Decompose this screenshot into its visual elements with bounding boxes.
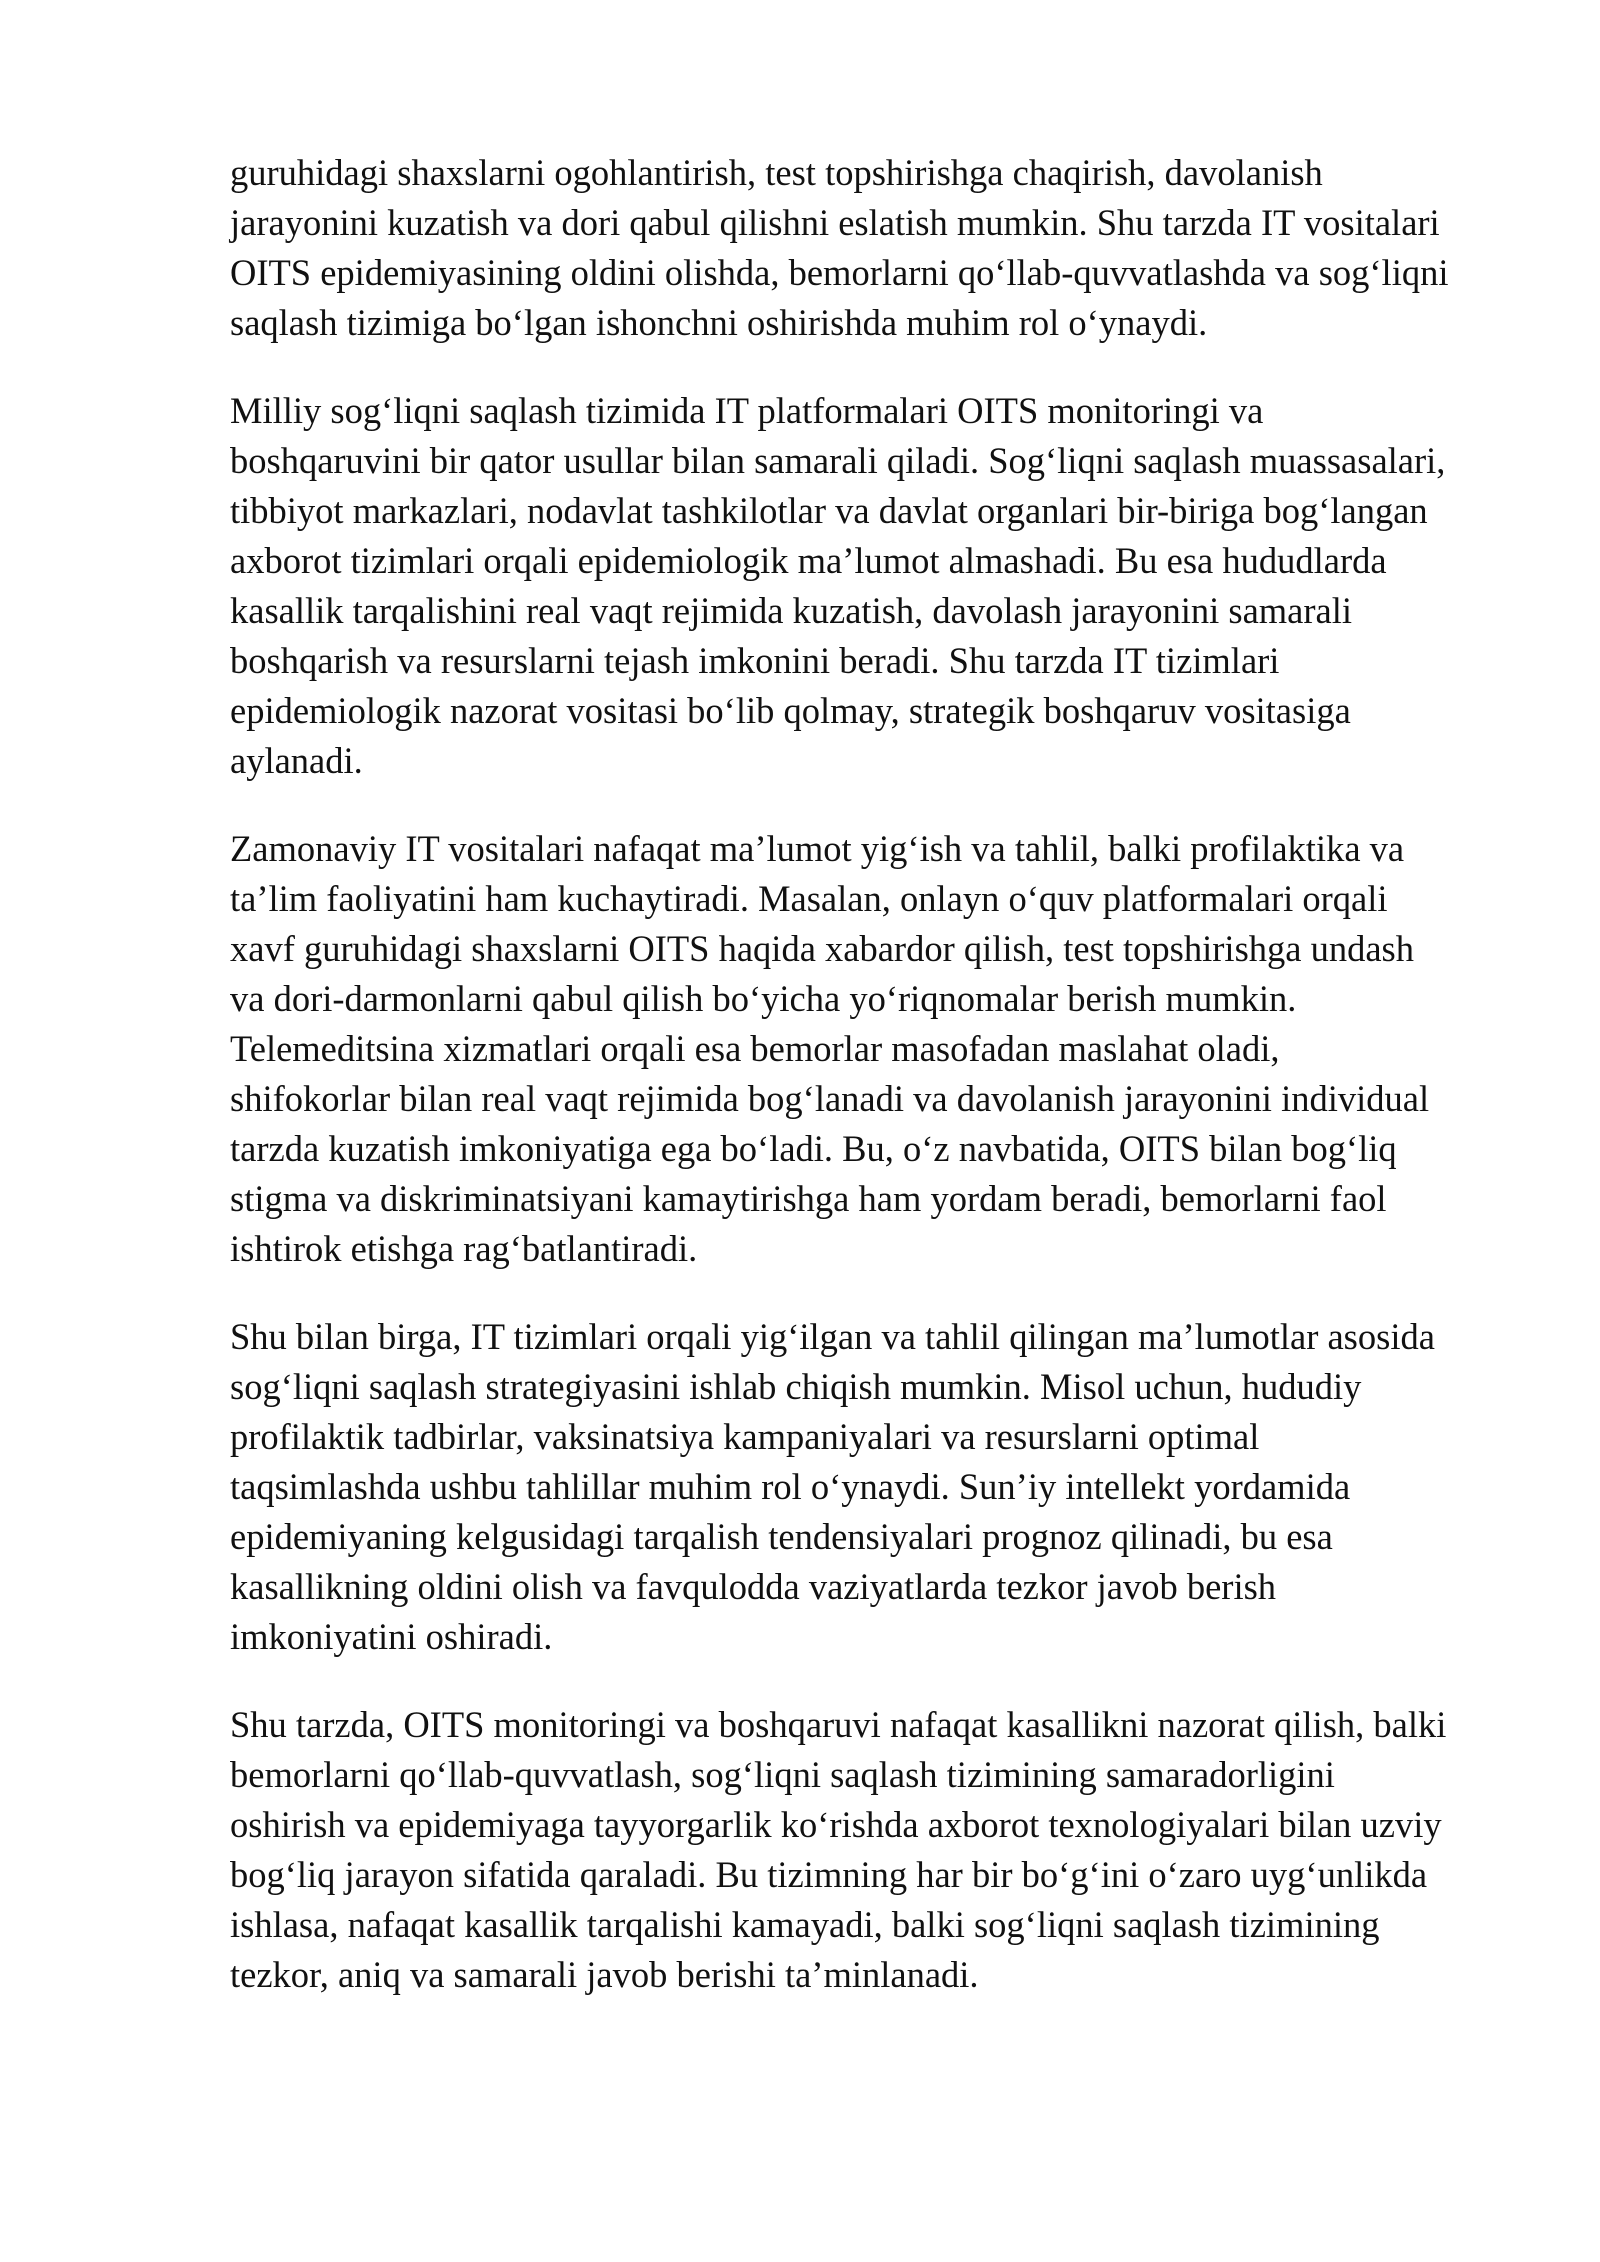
document-body: [230, 148, 1510, 2038]
text-line: Zamonaviy IT vositalari nafaqat ma’lumot yig‘ish va tahlil, balki profilaktika va: [230, 828, 1405, 869]
text-line: aylanadi.: [230, 740, 363, 781]
text-line: Milliy sog‘liqni saqlash tizimida IT platformalari OITS monitoringi va: [230, 390, 1264, 431]
paragraph-1: [230, 148, 1510, 348]
text-line: tibbiyot markazlari, nodavlat tashkilotlar va davlat organlari bir-biriga bog‘langan: [230, 490, 1428, 531]
text-line: guruhidagi shaxslarni ogohlantirish, test topshirishga chaqirish, davolanish: [230, 152, 1323, 193]
paragraph-3: [230, 824, 1510, 1274]
text-line: oshirish va epidemiyaga tayyorgarlik ko‘rishda axborot texnologiyalari bilan uzviy: [230, 1804, 1442, 1845]
text-line: stigma va diskriminatsiyani kamaytirishga ham yordam beradi, bemorlarni faol: [230, 1178, 1387, 1219]
text-line: sog‘liqni saqlash strategiyasini ishlab chiqish mumkin. Misol uchun, hududiy: [230, 1366, 1362, 1407]
text-line: Telemeditsina xizmatlari orqali esa bemorlar masofadan maslahat oladi,: [230, 1028, 1280, 1069]
text-line: va dori-darmonlarni qabul qilish bo‘yicha yo‘riqnomalar berish mumkin.: [230, 978, 1297, 1019]
text-line: kasallikning oldini olish va favqulodda vaziyatlarda tezkor javob berish: [230, 1566, 1277, 1607]
text-line: taqsimlashda ushbu tahlillar muhim rol o‘ynaydi. Sun’iy intellekt yordamida: [230, 1466, 1351, 1507]
text-line: ishlasa, nafaqat kasallik tarqalishi kamayadi, balki sog‘liqni saqlash tizimining: [230, 1904, 1380, 1945]
text-line: profilaktik tadbirlar, vaksinatsiya kampaniyalari va resurslarni optimal: [230, 1416, 1260, 1457]
paragraph-5: [230, 1700, 1510, 2000]
text-line: epidemiologik nazorat vositasi bo‘lib qolmay, strategik boshqaruv vositasiga: [230, 690, 1351, 731]
text-line: shifokorlar bilan real vaqt rejimida bog‘lanadi va davolanish jarayonini individual: [230, 1078, 1430, 1119]
text-line: jarayonini kuzatish va dori qabul qilishni eslatish mumkin. Shu tarzda IT vositalari: [230, 202, 1440, 243]
text-line: ishtirok etishga rag‘batlantiradi.: [230, 1228, 698, 1269]
text-line: Shu tarzda, OITS monitoringi va boshqaruvi nafaqat kasallikni nazorat qilish, balki: [230, 1704, 1447, 1745]
text-line: boshqarish va resurslarni tejash imkonini beradi. Shu tarzda IT tizimlari: [230, 640, 1280, 681]
text-line: OITS epidemiyasining oldini olishda, bemorlarni qo‘llab-quvvatlashda va sog‘liqni: [230, 252, 1449, 293]
text-line: ta’lim faoliyatini ham kuchaytiradi. Masalan, onlayn o‘quv platformalari orqali: [230, 878, 1388, 919]
text-line: Shu bilan birga, IT tizimlari orqali yig‘ilgan va tahlil qilingan ma’lumotlar asosida: [230, 1316, 1435, 1357]
text-line: xavf guruhidagi shaxslarni OITS haqida xabardor qilish, test topshirishga undash: [230, 928, 1415, 969]
text-line: axborot tizimlari orqali epidemiologik ma’lumot almashadi. Bu esa hududlarda: [230, 540, 1387, 581]
text-line: bog‘liq jarayon sifatida qaraladi. Bu tizimning har bir bo‘g‘ini o‘zaro uyg‘unlikda: [230, 1854, 1428, 1895]
text-line: tarzda kuzatish imkoniyatiga ega bo‘ladi. Bu, o‘z navbatida, OITS bilan bog‘liq: [230, 1128, 1397, 1169]
text-line: epidemiyaning kelgusidagi tarqalish tendensiyalari prognoz qilinadi, bu esa: [230, 1516, 1333, 1557]
text-line: kasallik tarqalishini real vaqt rejimida kuzatish, davolash jarayonini samarali: [230, 590, 1353, 631]
text-line: tezkor, aniq va samarali javob berishi ta’minlanadi.: [230, 1954, 979, 1995]
paragraph-4: [230, 1312, 1510, 1662]
text-line: bemorlarni qo‘llab-quvvatlash, sog‘liqni saqlash tizimining samaradorligini: [230, 1754, 1335, 1795]
text-line: imkoniyatini oshiradi.: [230, 1616, 553, 1657]
text-line: boshqaruvini bir qator usullar bilan samarali qiladi. Sog‘liqni saqlash muassasalari,: [230, 440, 1446, 481]
paragraph-2: [230, 386, 1510, 786]
text-line: saqlash tizimiga bo‘lgan ishonchni oshirishda muhim rol o‘ynaydi.: [230, 302, 1208, 343]
